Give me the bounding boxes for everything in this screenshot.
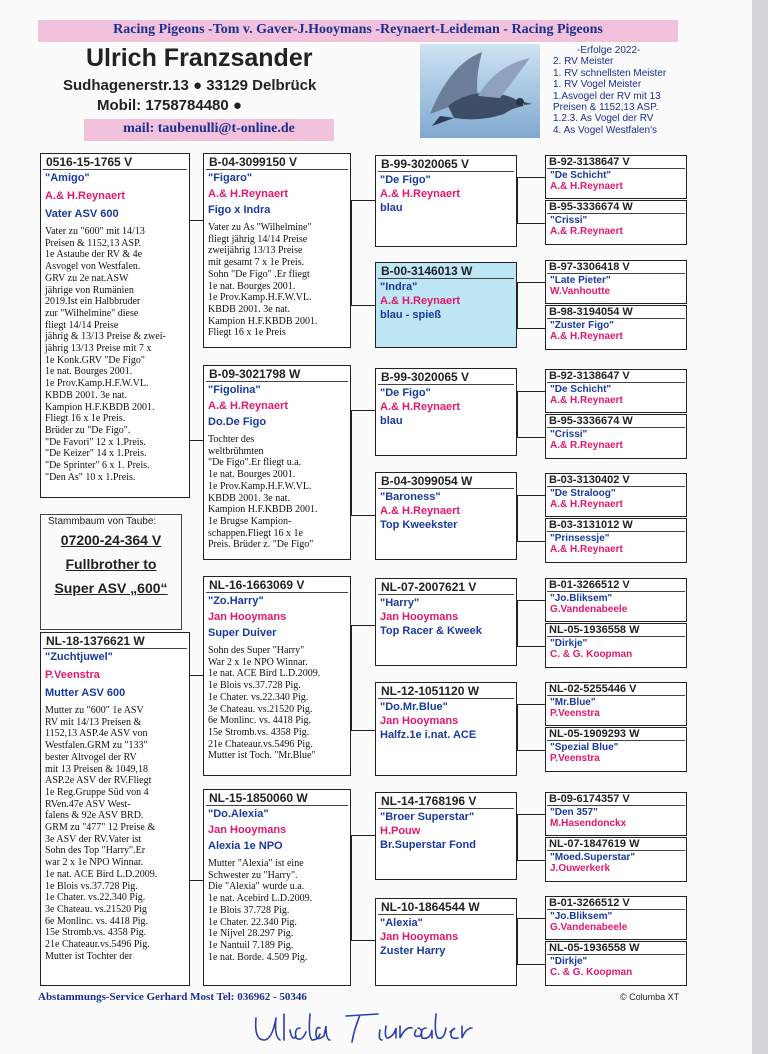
text-line: 1e Astaube der RV & 4e	[45, 249, 143, 261]
ancestor-breeder: A.& H.Reynaert	[550, 331, 623, 342]
ancestor-ring: B-03-3130402 V	[547, 474, 685, 487]
ancestor-ring: B-03-3131012 W	[547, 519, 685, 532]
connector-line	[517, 814, 518, 860]
ggp-desc: Zuster Harry	[380, 945, 446, 957]
text-line: zweijährig 13/13 Preise	[208, 245, 303, 257]
connector-line	[517, 495, 545, 496]
subject-line-2: Super ASV „600“	[54, 580, 168, 596]
subject-line-1: Fullbrother to	[65, 556, 157, 572]
ancestor-name: "Moed.Superstar"	[550, 852, 636, 863]
great-grandparent-box[interactable]	[375, 792, 517, 880]
text-line: 1e Nantuil 7.189 Pig.	[208, 939, 294, 951]
connector-line	[351, 410, 375, 411]
ggp-breeder: Jan Hooymans	[380, 931, 459, 943]
text-line: 15e Stromb.vs. 4358 Pig.	[45, 927, 147, 939]
ancestor-name: "Spezial Blue"	[550, 742, 619, 753]
text-line: falens & 92e ASV BRD.	[45, 810, 144, 822]
ancestor-ring: NL-05-1936558 W	[547, 624, 685, 637]
text-line: 1e nat. Bourges 2001.	[208, 280, 296, 292]
text-line: zur "Wilhelmine" diese	[45, 307, 139, 319]
grandparent-box[interactable]	[203, 576, 351, 776]
ggp-ring: NL-14-1768196 V	[378, 793, 514, 809]
ggp-desc: Top Racer & Kweek	[380, 625, 482, 637]
ancestor-breeder: A.& H.Reynaert	[550, 544, 623, 555]
great-grandparent-box[interactable]	[375, 472, 517, 560]
text-line: fliegt 14/14 Preise	[45, 319, 119, 331]
text-line: Westfalen.GRM zu "133"	[45, 740, 148, 752]
grandparent-breeder: A.& H.Reynaert	[208, 400, 289, 412]
stammbaum-label: Stammbaum von Taube:	[48, 516, 157, 527]
ancestor-ring: B-95-3336674 W	[547, 201, 685, 214]
ggp-name: "Baroness"	[380, 491, 441, 503]
text-line: 1e nat. Acebird L.D.2009.	[208, 893, 313, 905]
ancestor-name: "Den 357"	[550, 807, 598, 818]
ancestor-name: "Jo.Bliksem"	[550, 593, 613, 604]
ancestor-box[interactable]	[545, 896, 687, 940]
grandparent-ring: B-09-3021798 W	[206, 366, 348, 382]
ggp-breeder: A.& H.Reynaert	[380, 401, 461, 413]
results-line: 1. RV Vogel Meister	[553, 79, 642, 91]
text-line: schappen.Fliegt 16 x 1e	[208, 527, 303, 539]
grandparent-ring: B-04-3099150 V	[206, 154, 348, 170]
connector-line	[517, 223, 545, 224]
ancestor-ring: NL-05-1936558 W	[547, 942, 685, 955]
text-line: KBDB 2001. 3e nat.	[208, 303, 290, 315]
father-name: "Amigo"	[45, 172, 90, 184]
text-line: Sohn des Super "Harry"	[208, 645, 305, 656]
text-line: 21e Chateaur.vs.5496 Pig.	[45, 939, 150, 951]
text-line: 1152,13 ASP.4e ASV von	[45, 728, 148, 740]
ggp-ring: B-99-3020065 V	[378, 369, 514, 385]
connector-line	[351, 200, 375, 201]
ancestor-ring: B-01-3266512 V	[547, 897, 685, 910]
text-line: 15e Stromb.vs. 4358 Pig.	[208, 726, 310, 738]
ancestor-breeder: A.& H.Reynaert	[550, 181, 623, 192]
text-line: KBDB 2001. 3e nat.	[45, 389, 127, 401]
grandparent-name: "Do.Alexia"	[208, 808, 269, 820]
text-line: RVen.47e ASV West-	[45, 798, 131, 810]
ancestor-name: "Jo.Bliksem"	[550, 911, 613, 922]
ggp-breeder: A.& H.Reynaert	[380, 505, 461, 517]
ancestor-name: "Zuster Figo"	[550, 320, 614, 331]
text-line: War 2 x 1e NPO Winnar.	[208, 656, 308, 668]
ancestor-breeder: M.Hasendonckx	[550, 818, 627, 829]
connector-line	[351, 410, 352, 515]
text-line: Kampion H.F.KBDB 2001.	[208, 315, 318, 327]
grandparent-text	[204, 216, 350, 339]
connector-line	[190, 220, 203, 221]
connector-line	[351, 730, 375, 731]
ancestor-box[interactable]	[545, 623, 687, 668]
text-line: 3e ASV der RV.Vater ist	[45, 833, 142, 845]
connector-line	[517, 600, 518, 646]
text-line: Kampion H.F.KBDB 2001.	[45, 401, 155, 413]
results-lines	[553, 56, 683, 136]
ancestor-box[interactable]	[545, 200, 687, 245]
footer-service: Abstammungs-Service Gerhard Most Tel: 036962 - 50346	[38, 991, 307, 1003]
ggp-name: "Do.Mr.Blue"	[380, 701, 448, 713]
grandparent-desc: Do.De Figo	[208, 416, 267, 428]
text-line: 1e Nijvel 28.297 Pig.	[208, 928, 294, 940]
text-line: 3e Chateau. vs.21520 Pig.	[208, 703, 313, 715]
connector-line	[517, 541, 545, 542]
ancestor-box[interactable]	[545, 941, 687, 986]
ancestor-box[interactable]	[545, 837, 687, 882]
ancestor-name: "Mr.Blue"	[550, 697, 596, 708]
ggp-name: "Indra"	[380, 281, 418, 293]
text-line: 3e Chateau. vs.21520 Pig	[45, 903, 147, 915]
ancestor-ring: B-95-3336674 W	[547, 415, 685, 428]
text-line: 1e Reg.Gruppe Süd von 4	[45, 786, 149, 798]
text-line: 6e Monlinc. vs. 4418 Pig.	[45, 915, 149, 927]
connector-line	[351, 940, 375, 941]
ancestor-name: "Prinsessje"	[550, 533, 610, 544]
grandparent-desc: Alexia 1e NPO	[208, 840, 283, 852]
ggp-ring: B-99-3020065 V	[378, 156, 514, 172]
ancestor-name: "De Schicht"	[550, 384, 612, 395]
results-line: Preisen & 1152,13 ASP.	[553, 102, 659, 114]
text-line: RV mit 14/13 Preisen &	[45, 716, 142, 728]
ancestor-breeder: P.Veenstra	[550, 708, 600, 719]
mother-name: "Zuchtjuwel"	[45, 651, 113, 663]
mother-box[interactable]	[40, 632, 190, 986]
pigeon-photo	[420, 44, 540, 138]
text-line: 6e Monlinc. vs. 4418 Pig.	[208, 715, 312, 727]
text-line: fliegt jährig 14/14 Preise	[208, 233, 308, 245]
text-line: "De Sprinter" 6 x 1. Preis.	[45, 460, 150, 472]
text-line: 1e Brugse Kampion-	[208, 515, 292, 527]
text-line: Vater zu As "Wilhelmine"	[208, 222, 312, 233]
ggp-breeder: Jan Hooymans	[380, 611, 459, 623]
connector-line	[351, 305, 375, 306]
ancestor-box[interactable]	[545, 260, 687, 304]
grandparent-box[interactable]	[203, 365, 351, 560]
ancestor-ring: B-97-3306418 V	[547, 261, 685, 274]
results-line: 4. As Vogel Westfalen's	[553, 124, 658, 136]
header-banner: Racing Pigeons -Tom v. Gaver-J.Hooymans -Reynaert-Leideman - Racing Pigeons	[113, 22, 603, 37]
ancestor-box[interactable]	[545, 155, 687, 199]
connector-line	[517, 814, 545, 815]
connector-line	[351, 515, 375, 516]
page-edge	[752, 0, 768, 1054]
great-grandparent-box[interactable]	[375, 578, 517, 666]
text-line: "De Figo".Er fliegt u.a.	[208, 457, 302, 469]
ggp-breeder: H.Pouw	[380, 825, 421, 837]
text-line: ASP.2e ASV der RV.Fliegt	[45, 775, 152, 787]
text-line: 1e Prov.Kamp.H.F.W.VL.	[45, 378, 149, 390]
ancestor-ring: NL-07-1847619 W	[547, 838, 685, 851]
results-line: 2. RV Meister	[553, 56, 614, 68]
text-line: 1e nat. ACE Bird L.D.2009.	[45, 868, 158, 880]
grandparent-name: "Figaro"	[208, 172, 253, 184]
ancestor-breeder: A.& R.Reynaert	[550, 440, 623, 451]
ancestor-box[interactable]	[545, 578, 687, 622]
ancestor-ring: B-92-3138647 V	[547, 370, 685, 383]
text-line: Brüder zu "De Figo".	[45, 424, 131, 436]
connector-line	[517, 437, 545, 438]
great-grandparent-box[interactable]	[375, 898, 517, 986]
text-line: 1e Blois vs.37.728 Pig.	[45, 880, 138, 892]
text-line: Tochter des	[208, 434, 255, 445]
great-grandparent-box[interactable]	[375, 682, 517, 776]
text-line: 1e Chater. 22.340 Pig.	[208, 916, 297, 928]
results-2022	[553, 45, 683, 136]
ancestor-name: "De Schicht"	[550, 170, 612, 181]
connector-line	[351, 200, 352, 305]
grandparent-text	[204, 639, 350, 762]
great-grandparent-box[interactable]	[375, 368, 517, 456]
ancestor-breeder: C. & G. Koopman	[550, 649, 633, 660]
ancestor-name: "Crissi"	[550, 215, 588, 226]
ancestor-name: "Late Pieter"	[550, 275, 611, 286]
connector-line	[190, 675, 203, 676]
text-line: 1e nat. Bourges 2001.	[208, 469, 296, 481]
text-line: Preisen & 1152,13 ASP.	[45, 237, 142, 249]
father-breeder: A.& H.Reynaert	[45, 190, 126, 202]
grandparent-ring: NL-16-1663069 V	[206, 577, 348, 593]
connector-line	[351, 625, 375, 626]
ancestor-ring: NL-05-1909293 W	[547, 728, 685, 741]
ggp-name: "De Figo"	[380, 387, 431, 399]
ggp-desc: blau	[380, 202, 403, 214]
ggp-desc: blau - spieß	[380, 309, 442, 321]
ancestor-breeder: A.& R.Reynaert	[550, 226, 623, 237]
text-line: "De Keizer" 14 x 1.Preis.	[45, 448, 147, 460]
ancestor-ring: B-98-3194054 W	[547, 306, 685, 319]
father-desc: Vater ASV 600	[45, 208, 119, 220]
ancestor-box[interactable]	[545, 792, 687, 836]
text-line: weltbrühmten	[208, 445, 264, 457]
text-line: Die "Alexia" wurde u.a.	[208, 881, 305, 893]
grandparent-breeder: Jan Hooymans	[208, 611, 287, 623]
text-line: 2019.Ist ein Halbbruder	[45, 296, 141, 308]
text-line: Asvogel von Westfalen.	[45, 261, 141, 273]
connector-line	[517, 391, 518, 437]
text-line: 1e Prov.Kamp.H.F.W.VL.	[208, 480, 312, 492]
ggp-name: "Alexia"	[380, 917, 423, 929]
connector-line	[517, 282, 518, 328]
owner-address: Sudhagenerstr.13 ● 33129 Delbrück	[63, 77, 317, 94]
text-line: 21e Chateaur.vs.5496 Pig.	[208, 738, 313, 750]
text-line: Mutter zu "600" 1e ASV	[45, 705, 144, 716]
ancestor-ring: NL-02-5255446 V	[547, 683, 685, 696]
connector-line	[517, 860, 545, 861]
connector-line	[517, 704, 545, 705]
ggp-ring: NL-10-1864544 W	[378, 899, 514, 915]
ancestor-box[interactable]	[545, 473, 687, 517]
ancestor-ring: B-01-3266512 V	[547, 579, 685, 592]
text-line: GRV zu 2e nat.ASW	[45, 272, 129, 284]
father-ring: 0516-15-1765 V	[43, 154, 187, 170]
connector-line	[517, 918, 518, 964]
text-line: "De Favori" 12 x 1.Preis.	[45, 436, 146, 448]
connector-line	[517, 177, 518, 223]
connector-line	[517, 646, 545, 647]
connector-line	[351, 835, 352, 940]
grandparent-box[interactable]	[203, 789, 351, 986]
ancestor-box[interactable]	[545, 369, 687, 413]
text-line: Sohn "De Figo" .Er fliegt	[208, 268, 310, 280]
text-line: 1e Chater. vs.22.340 Pig.	[45, 892, 146, 904]
ancestor-breeder: C. & G. Koopman	[550, 967, 633, 978]
text-line: bester Altvogel der RV	[45, 751, 137, 763]
owner-email[interactable]: mail: taubenulli@t-online.de	[123, 121, 295, 136]
ancestor-breeder: J.Ouwerkerk	[550, 863, 611, 874]
text-line: 1e nat. ACE Bird L.D.2009.	[208, 668, 321, 680]
ancestor-name: "Crissi"	[550, 429, 588, 440]
ggp-name: "Broer Superstar"	[380, 811, 475, 823]
ancestor-name: "De Straloog"	[550, 488, 616, 499]
text-line: Kampion H.F.KBDB 2001.	[208, 504, 318, 516]
grandparent-desc: Figo x Indra	[208, 204, 271, 216]
ggp-desc: Halfz.1e i.nat. ACE	[380, 729, 477, 741]
text-line: 1e nat. Borde. 4.509 Pig.	[208, 951, 308, 963]
text-line: jährig 13/13 Preise mit 7 x	[45, 343, 152, 355]
grandparent-text	[204, 852, 350, 963]
text-line: Fliegt 16 x 1e Preis	[208, 327, 286, 339]
text-line: 1e Chater. vs.22.340 Pig.	[208, 691, 309, 703]
connector-line	[517, 964, 545, 965]
ancestor-name: "Dirkje"	[550, 638, 588, 649]
great-grandparent-box[interactable]	[375, 262, 517, 348]
ancestor-breeder: W.Vanhoutte	[550, 286, 610, 297]
ancestor-breeder: G.Vandenabeele	[550, 604, 628, 615]
connector-line	[351, 835, 375, 836]
results-title: -Erfolge 2022-	[577, 45, 641, 56]
mother-breeder: P.Veenstra	[45, 669, 100, 681]
connector-line	[517, 918, 545, 919]
connector-line	[190, 440, 203, 441]
text-line: 1e Blois 37.728 Pig.	[208, 904, 290, 916]
ggp-breeder: Jan Hooymans	[380, 715, 459, 727]
subject-ring: 07200-24-364 V	[60, 532, 162, 548]
text-line: Fliegt 16 x 1e Preis.	[45, 413, 126, 425]
ancestor-breeder: G.Vandenabeele	[550, 922, 628, 933]
mother-ring: NL-18-1376621 W	[43, 633, 187, 649]
text-line: KBDB 2001. 3e nat.	[208, 492, 290, 504]
connector-line	[517, 704, 518, 750]
owner-phone: Mobil: 1758784480 ●	[97, 97, 242, 114]
text-line: Preis. Brüder z. "De Figo"	[208, 539, 314, 551]
text-line: GRM zu "477" 12 Preise &	[45, 822, 156, 834]
connector-line	[517, 177, 545, 178]
results-line: 1. RV schnellsten Meister	[553, 67, 667, 79]
ggp-ring: B-04-3099054 W	[378, 473, 514, 489]
ggp-desc: blau	[380, 415, 403, 427]
connector-line	[517, 600, 545, 601]
ancestor-breeder: A.& H.Reynaert	[550, 395, 623, 406]
connector-line	[517, 328, 545, 329]
text-line: Mutter ist Toch. "Mr.Blue"	[208, 750, 316, 762]
connector-line	[190, 880, 203, 881]
great-grandparent-box[interactable]	[375, 155, 517, 247]
mother-text	[41, 699, 189, 962]
footer-copyright: © Columba XT	[620, 992, 680, 1002]
father-box[interactable]	[40, 153, 190, 498]
grandparent-breeder: Jan Hooymans	[208, 824, 287, 836]
grandparent-name: "Figolina"	[208, 384, 261, 396]
ggp-desc: Top Kweekster	[380, 519, 458, 531]
text-line: Vater zu "600" mit 14/13	[45, 226, 145, 237]
owner-name: Ulrich Franzsander	[86, 44, 313, 72]
text-line: jährig & 13/13 Preise & zwei-	[45, 331, 166, 343]
grandparent-desc: Super Duiver	[208, 627, 277, 639]
text-line: 1e Konk.GRV "De Figo"	[45, 354, 145, 366]
ggp-breeder: A.& H.Reynaert	[380, 295, 461, 307]
grandparent-box[interactable]	[203, 153, 351, 348]
ancestor-breeder: A.& H.Reynaert	[550, 499, 623, 510]
ggp-breeder: A.& H.Reynaert	[380, 188, 461, 200]
ggp-ring: B-00-3146013 W	[378, 263, 514, 279]
text-line: Mutter ist Tochter der	[45, 950, 133, 962]
connector-line	[351, 625, 352, 730]
text-line: mit gesamt 7 x 1e Preis.	[208, 257, 305, 269]
text-line: Sohn des Top "Harry".Er	[45, 845, 146, 857]
mother-desc: Mutter ASV 600	[45, 687, 126, 699]
connector-line	[517, 495, 518, 541]
ggp-name: "Harry"	[380, 597, 420, 609]
ggp-desc: Br.Superstar Fond	[380, 839, 476, 851]
ancestor-box[interactable]	[545, 682, 687, 726]
text-line: 1e nat. Bourges 2001.	[45, 366, 133, 378]
ggp-name: "De Figo"	[380, 174, 431, 186]
text-line: 1e Prov.Kamp.H.F.W.VL.	[208, 292, 312, 304]
ancestor-ring: B-92-3138647 V	[547, 156, 685, 169]
text-line: Mutter "Alexia" ist eine	[208, 858, 304, 869]
connector-line	[517, 282, 545, 283]
ancestor-name: "Dirkje"	[550, 956, 588, 967]
ancestor-box[interactable]	[545, 305, 687, 350]
text-line: mit 13 Preisen & 1049,18	[45, 763, 149, 775]
ancestor-box[interactable]	[545, 518, 687, 563]
text-line: "Den As" 10 x 1.Preis.	[45, 471, 136, 483]
results-line: 1.Asvogel der RV mit 13	[553, 90, 661, 102]
text-line: war 2 x 1e NPO Winnar.	[45, 857, 144, 869]
grandparent-text	[204, 428, 350, 551]
text-line: 1e Blois vs.37.728 Pig.	[208, 680, 301, 692]
father-text	[41, 220, 189, 483]
ggp-ring: NL-07-2007621 V	[378, 579, 514, 595]
ancestor-ring: B-09-6174357 V	[547, 793, 685, 806]
text-line: jährige von Rumänien	[45, 284, 134, 296]
ggp-ring: NL-12-1051120 W	[378, 683, 514, 699]
connector-line	[517, 391, 545, 392]
ancestor-box[interactable]	[545, 727, 687, 772]
grandparent-name: "Zo.Harry"	[208, 595, 264, 607]
ancestor-box[interactable]	[545, 414, 687, 459]
text-line: Schwester zu "Harry".	[208, 869, 298, 881]
connector-line	[517, 750, 545, 751]
results-line: 1.2.3. As Vogel der RV	[553, 113, 654, 125]
signature	[250, 1006, 510, 1050]
grandparent-ring: NL-15-1850060 W	[206, 790, 348, 806]
ancestor-breeder: P.Veenstra	[550, 753, 600, 764]
grandparent-breeder: A.& H.Reynaert	[208, 188, 289, 200]
